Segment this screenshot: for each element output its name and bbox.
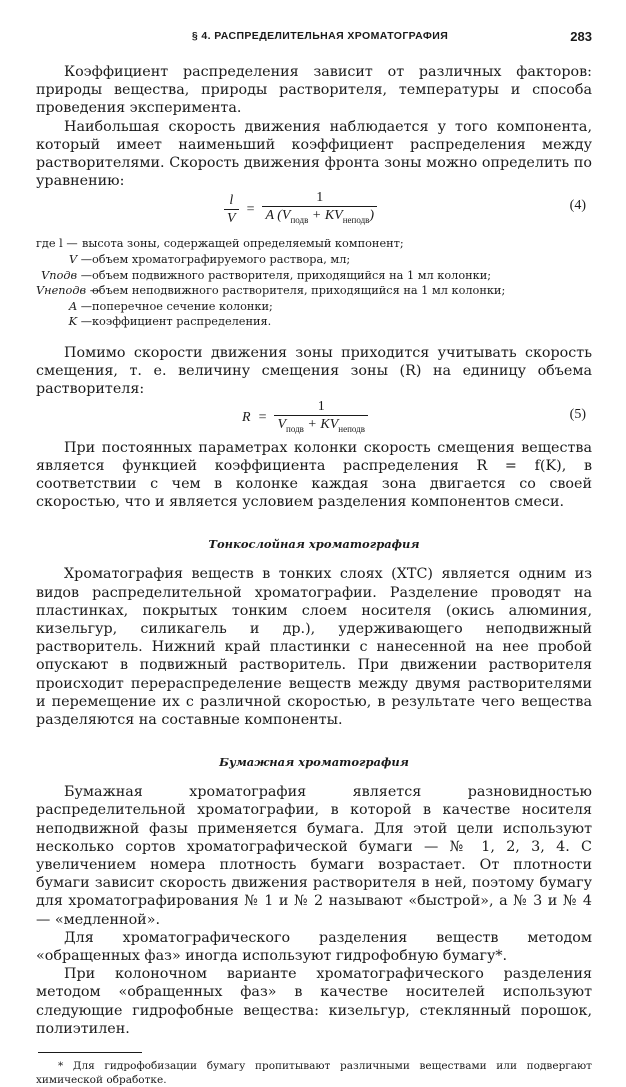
definition-row: Vподв — объем подвижного растворителя, приходящийся на 1 мл колонки; [41,268,492,282]
paragraph-5: Хроматография веществ в тонких слоях (ХТС) является одним из видов распределительной хроматографии. Разделение проводят на пластинках, покрытых тонким слоем носителя (окись алюминия, кизельгур, силикагель и др.), удерживающего неподвижный растворитель. Нижний край пластинки с нанесенной на нее пробой опускают в подвижный растворитель. При движении растворителя происходит перераспределение веществ между двумя растворителями и перемещение их с различной скоростью, в результате чего вещества разделяются на составные компоненты. [36,566,592,729]
definitions-list [36,236,592,330]
heading-thin-layer: Тонкослойная хроматография [208,537,420,552]
footnote-divider [38,1052,142,1053]
paragraph-4: При постоянных параметрах колонки скорость смещения вещества является функцией коэффициента распределения R = f(K), в соответствии с чем в колонке каждая зона двигается со своей скоростью, что и является условием разделения компонентов смеси. [36,439,592,511]
paragraph-7: Для хроматографического разделения веществ методом «обращенных фаз» иногда используют гидрофобную бумагу*. [36,929,592,965]
formula-4-rhs: $\frac{1}{A (V_{подв} + KV_{неподв})}$ [262,190,377,229]
paragraph-3: Помимо скорости движения зоны приходится учитывать скорость смещения, т. е. величину смещения зоны (R) на единицу объема растворителя: [36,344,592,398]
formula-5 [36,399,592,439]
paragraph-8: При колоночном варианте хроматографического разделения методом «обращенных фаз» в качестве носителей используют следующие гидрофобные вещества: кизельгур, стеклянный порошок, полиэтилен. [36,966,592,1037]
paragraph-6: Бумажная хроматография является разновидностью распределительной хроматографии, в которой в качестве носителя неподвижной фазы применяется бумага. Для этой цели используют несколько сортов хроматографической бумаги — № 1, 2, 3, 4. С увеличением номера плотность бумаги возрастает. От плотности бумаги зависит скорость движения растворителя в ней, поэтому бумагу для хроматографирования № 1 и № 2 называют «быстрой», а № 3 и № 4 — «медленной». [36,784,592,928]
definition-row: K — коэффициент распределения. [68,315,272,329]
paragraph-2: Наибольшая скорость движения наблюдается у того компонента, который имеет наименьший коэффициент распределения между растворителями. Скорость движения фронта зоны можно определить по уравнению: [36,118,592,190]
definition-row: A — поперечное сечение колонки; [68,299,273,313]
heading-paper: Бумажная хроматография [219,755,409,770]
running-header [40,30,600,50]
formula-5-number: (5) [569,406,586,422]
definition-row: V — объем хроматографируемого раствора, мл; [68,253,351,267]
definition-row: где l — высота зоны, содержащей определяемый компонент; [36,237,404,251]
formula-4 [36,190,592,232]
formula-5-lhs: R [242,410,251,425]
definition-row: Vнеподв — объем неподвижного растворителя, приходящийся на 1 мл колонки; [36,284,506,298]
section-title: § 4. РАСПРЕДЕЛИТЕЛЬНАЯ ХРОМАТОГРАФИЯ [191,30,449,42]
page-body [36,63,592,1087]
page-number: 283 [570,29,592,44]
formula-5-equals: = [258,410,267,425]
footnote: * Для гидрофобизации бумагу пропитывают различными веществами или подвергают химической обработке. [36,1060,592,1087]
formula-5-rhs: $\frac{1}{V_{подв} + KV_{неподв}}$ [274,399,368,438]
formula-4-number: (4) [569,198,586,214]
paragraph-1: Коэффициент распределения зависит от различных факторов: природы вещества, природы растворителя, температуры и способа проведения эксперимента. [36,64,592,117]
formula-4-equals: = [246,201,255,217]
formula-4-lhs: $\frac{l}{V}$ [224,193,239,227]
